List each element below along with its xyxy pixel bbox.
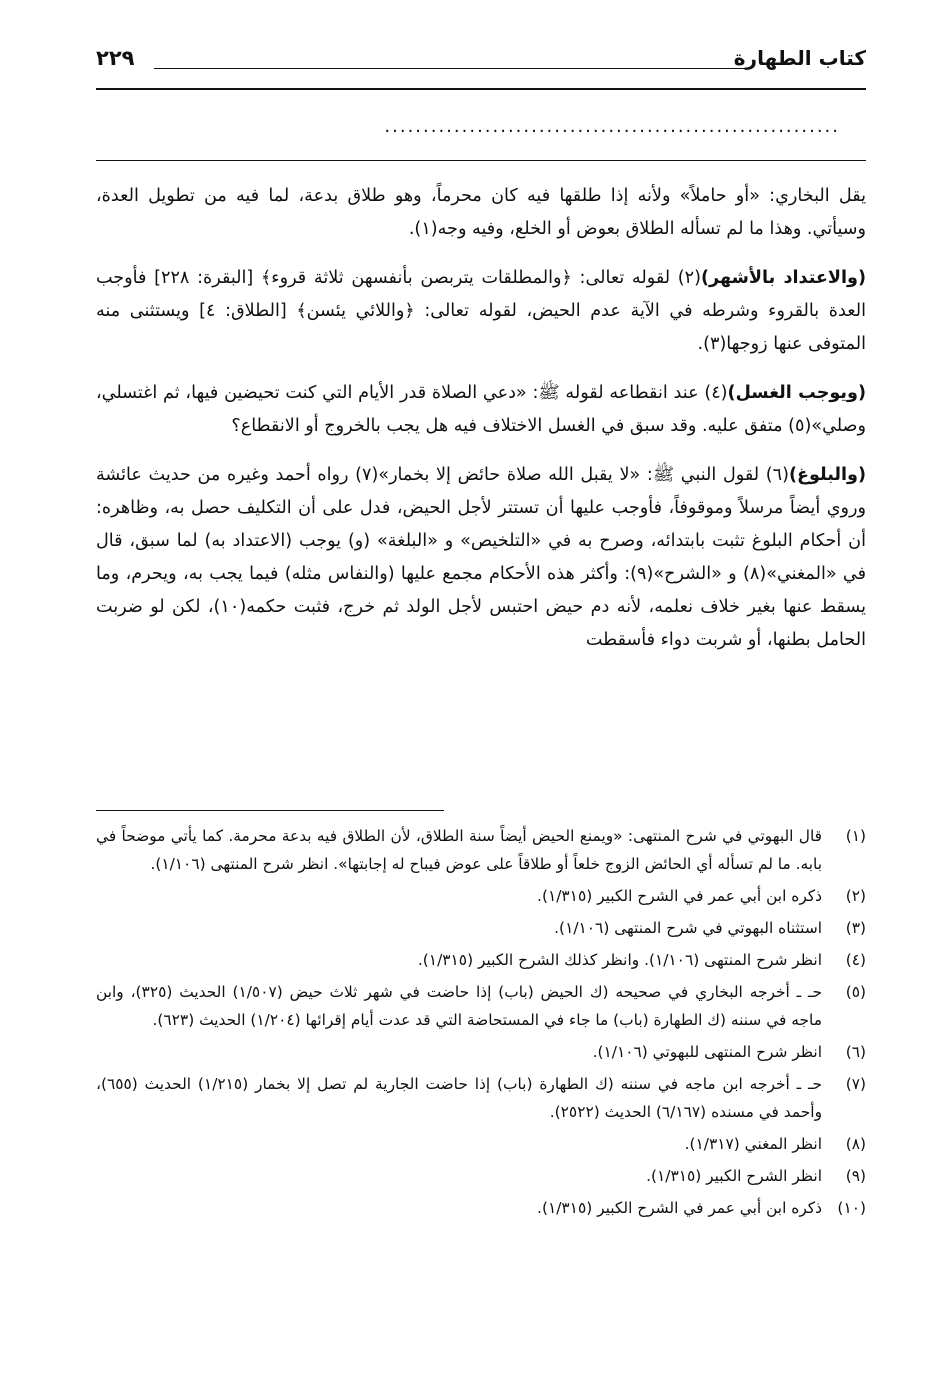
footnote bbox=[96, 914, 866, 942]
book-title: كتاب الطهارة bbox=[733, 46, 866, 70]
main-text bbox=[96, 180, 866, 673]
footnote bbox=[96, 1038, 866, 1066]
page-number: ٢٢٩ bbox=[96, 46, 135, 70]
footnote-separator bbox=[96, 810, 444, 811]
footnote-text: انظر شرح المنتهى (١/١٠٦). وانظر كذلك الشرح الكبير (١/٣١٥). bbox=[417, 951, 822, 969]
footnotes bbox=[96, 822, 866, 1226]
paragraph-text: (٦) لقول النبي ﷺ: «لا يقبل الله صلاة حائض إلا بخمار»(٧) رواه أحمد وغيره من حديث عائشة وروي أيضاً مرسلاً وموقوفاً، فأوجب عليها أن تستتر لأجل الحيض، فدل على أن التكليف حصل به، وظاهره: أن أحكام البلوغ تثبت بابتدائه، وصرح به في «التلخيص» و «البلغة» (و) يوجب (الاعتداد به) لما سبق، قال في «المغني»(٨) و «الشرح»(٩): وأكثر هذه الأحكام مجمع عليها (والنفاس مثله) فيما يجب به، ويحرم، وما يسقط عنها بغير خلاف نعلمه، لأنه دم حيض احتبس لأجل الولد ثم خرج، فثبت حكمه(١٠)، لكن لو ضربت الحامل بطنها، أو شربت دواء فأسقطت bbox=[96, 465, 867, 650]
paragraph-lead: (ويوجب الغسل) bbox=[727, 383, 866, 403]
footnote-number: (٦) bbox=[845, 1043, 866, 1061]
footnote-text: حـ ـ أخرجه البخاري في صحيحه (ك الحيض (باب) إذا حاضت في شهر ثلاث حيض (١/٥٠٧) الحديث (٣٢٥)، وابن ماجه في سننه (ك الطهارة (باب) ما جاء في المستحاضة التي قد عدت أيام إقرائها (١/٢٠٤) الحديث (٦٢٣). bbox=[96, 983, 823, 1029]
footnote-number: (٤) bbox=[845, 951, 866, 969]
footnote-text: حـ ـ أخرجه ابن ماجه في سننه (ك الطهارة (باب) إذا حاضت الجارية لم تصل إلا بخمار (١/٢١٥) الحديث (٦٥٥)، وأحمد في مسنده (٦/١٦٧) الحديث (٢٥٢٢). bbox=[96, 1075, 823, 1121]
footnote-text: انظر المغني (١/٣١٧). bbox=[684, 1135, 822, 1153]
footnote bbox=[96, 1130, 866, 1158]
paragraph-text: (٤) عند انقطاعه لقوله ﷺ: «دعي الصلاة قدر الأيام التي كنت تحيضين فيها، ثم اغتسلي، وصلي»(٥) متفق عليه. وقد سبق في الغسل الاختلاف فيه هل يجب بالخروج أو الانقطاع؟ bbox=[96, 383, 866, 436]
header-line bbox=[154, 68, 746, 69]
footnote-text: استثناه البهوتي في شرح المنتهى (١/١٠٦). bbox=[554, 919, 822, 937]
paragraph bbox=[96, 180, 866, 246]
footnote bbox=[96, 1194, 866, 1222]
paragraph bbox=[96, 459, 866, 657]
footnote-text: انظر شرح المنتهى للبهوتي (١/١٠٦). bbox=[592, 1043, 822, 1061]
footnote-text: ذكره ابن أبي عمر في الشرح الكبير (١/٣١٥). bbox=[537, 887, 822, 905]
footnote-text: ذكره ابن أبي عمر في الشرح الكبير (١/٣١٥). bbox=[537, 1199, 822, 1217]
footnote-number: (٢) bbox=[845, 887, 866, 905]
paragraph-lead: (والاعتداد بالأشهر) bbox=[701, 268, 866, 288]
paragraph-text: يقل البخاري: «أو حاملاً» ولأنه إذا طلقها فيه كان محرماً، وهو طلاق بدعة، لما فيه من تطويل العدة، وسيأتي. وهذا ما لم تسأله الطلاق بعوض أو الخلع، وفيه وجه(١). bbox=[96, 186, 866, 239]
separator-rule bbox=[96, 160, 866, 161]
paragraph-text: (٢) لقوله تعالى: ﴿والمطلقات يتربصن بأنفسهن ثلاثة قروء﴾ [البقرة: ٢٢٨] فأوجب العدة بالقروء وشرطه في الآية عدم الحيض، لقوله تعالى: ﴿واللائي يئسن﴾ [الطلاق: ٤] ويستثنى منه المتوفى عنها زوجها(٣). bbox=[96, 268, 866, 354]
paragraph bbox=[96, 262, 866, 361]
footnote-text: انظر الشرح الكبير (١/٣١٥). bbox=[646, 1167, 822, 1185]
footnote-number: (٥) bbox=[845, 983, 866, 1001]
footnote-number: (٨) bbox=[845, 1135, 866, 1153]
elision-dots: ........................................................... bbox=[384, 116, 840, 137]
paragraph-lead: (والبلوغ) bbox=[788, 465, 867, 485]
footnote bbox=[96, 1070, 866, 1126]
footnote bbox=[96, 822, 866, 878]
footnote bbox=[96, 882, 866, 910]
page-header bbox=[96, 46, 866, 80]
footnote bbox=[96, 946, 866, 974]
paragraph bbox=[96, 377, 866, 443]
footnote-text: قال البهوتي في شرح المنتهى: «ويمنع الحيض أيضاً سنة الطلاق، لأن الطلاق فيه بدعة محرمة. كما يأتي موضحاً في بابه. ما لم تسأله أي الحائض الزوج خلعاً أو طلاقاً على عوض فيباح له إجابتها». انظر شرح المنتهى (١/١٠٦). bbox=[96, 827, 822, 873]
footnote bbox=[96, 978, 866, 1034]
header-rule bbox=[96, 88, 866, 90]
footnote-number: (٧) bbox=[845, 1075, 866, 1093]
footnote-number: (١) bbox=[845, 827, 866, 845]
footnote-number: (١٠) bbox=[837, 1199, 866, 1217]
footnote-number: (٣) bbox=[845, 919, 866, 937]
footnote-number: (٩) bbox=[845, 1167, 866, 1185]
footnote bbox=[96, 1162, 866, 1190]
